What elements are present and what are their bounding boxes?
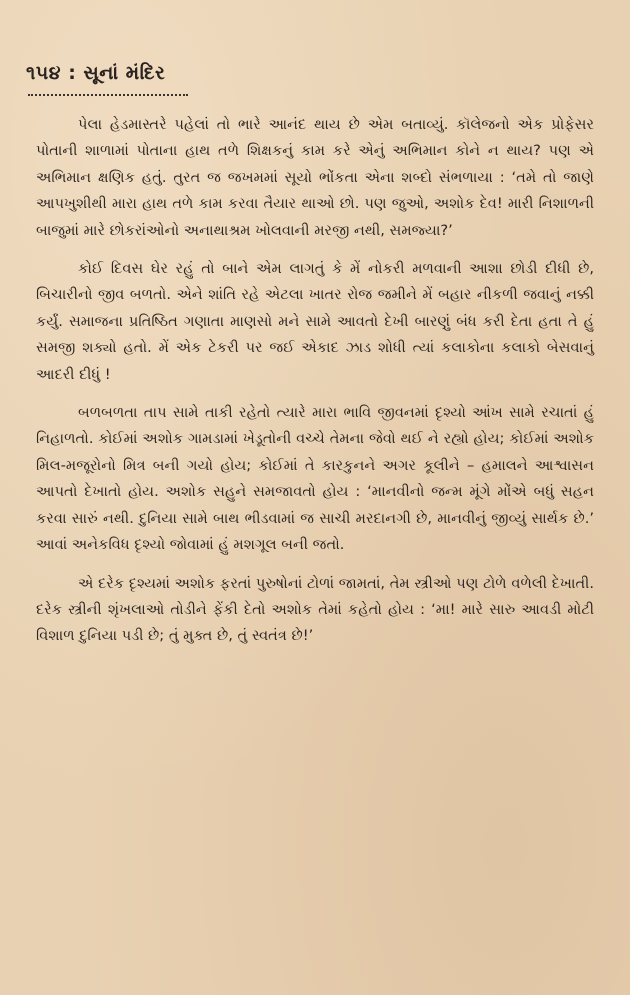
running-head: ૧૫૪ : સૂનાં મંદિર xyxy=(26,62,166,84)
paragraph: બળબળતા તાપ સામે તાકી રહેતો ત્યારે મારા ભાવિ જીવનમાં દૃશ્યો આંખ સામે રચાતાં હું નિહાળતો. કોઈમાં અશોક ગામડામાં ખેડૂતોની વચ્ચે તેમના જેવો થઈ ને રહ્યો હોય; કોઈમાં અશોક મિલ-મજૂરોનો મિત્ર બની ગયો હોય; કોઈમાં તે કારકુનને અગર કૂલીને – હમાલને આશ્વાસન આપતો દેખાતો હોય. અશોક સહુને સમજાવતો હોય : ‘માનવીનો જન્મ મૂંગે મોંએ બધું સહન કરવા સારું નથી. દુનિયા સામે બાથ ભીડવામાં જ સાચી મરદાનગી છે, માનવીનું જીવ્યું સાર્થક છે.’ આવાં અનેકવિધ દૃશ્યો જોવામાં હું મશગૂલ બની જતો. xyxy=(36,404,594,554)
paragraph: કોઈ દિવસ ઘેર રહું તો બાને એમ લાગતું કે મેં નોકરી મળવાની આશા છોડી દીધી છે, બિચારીનો જીવ બળતો. એને શાંતિ રહે એટલા ખાતર રોજ જમીને મેં બહાર નીકળી જવાનું નક્કી કર્યું. સમાજના પ્રતિષ્ઠિત ગણાતા માણસો મને સામે આવતો દેખી બારણું બંધ કરી દેતા હતા તે હું સમજી શક્યો હતો. મેં એક ટેકરી પર જઈ એકાદ ઝાડ શોધી ત્યાં કલાકોના કલાકો બેસવાનું આદરી દીધું ! xyxy=(36,260,594,383)
paragraph: પેલા હેડમાસ્તરે પહેલાં તો ભારે આનંદ થાય છે એમ બતાવ્યું. કૉલેજનો એક પ્રોફેસર પોતાની શાળામાં પોતાના હાથ તળે શિક્ષકનું કામ કરે એનું અભિમાન કોને ન થાય? પણ એ અભિમાન ક્ષણિક હતું. તુરત જ જખમમાં સૂયો ભોંકતા એના શબ્દો સંભળાયા : ‘તમે તો જાણે આપખુશીથી મારા હાથ તળે કામ કરવા તૈયાર થાઓ છો. પણ જુઓ, અશોક દેવ! મારી નિશાળની બાજુમાં મારે છોકરાંઓનો અનાથાશ્રમ ખોલવાની મરજી નથી, સમજ્યા?’ xyxy=(36,116,594,239)
dotted-rule xyxy=(28,94,188,96)
body-text xyxy=(36,112,594,662)
paragraph: એ દરેક દૃશ્યમાં અશોક ફરતાં પુરુષોનાં ટોળાં જામતાં, તેમ સ્ત્રીઓ પણ ટોળે વળેલી દેખાતી. દરેક સ્ત્રીની શૃંખલાઓ તોડીને ફેંકી દેતો અશોક તેમાં કહેતો હોય : ‘મા! મારે સારુ આવડી મોટી વિશાળ દુનિયા પડી છે; તું મુક્ત છે, તું સ્વતંત્ર છે!’ xyxy=(36,574,594,645)
